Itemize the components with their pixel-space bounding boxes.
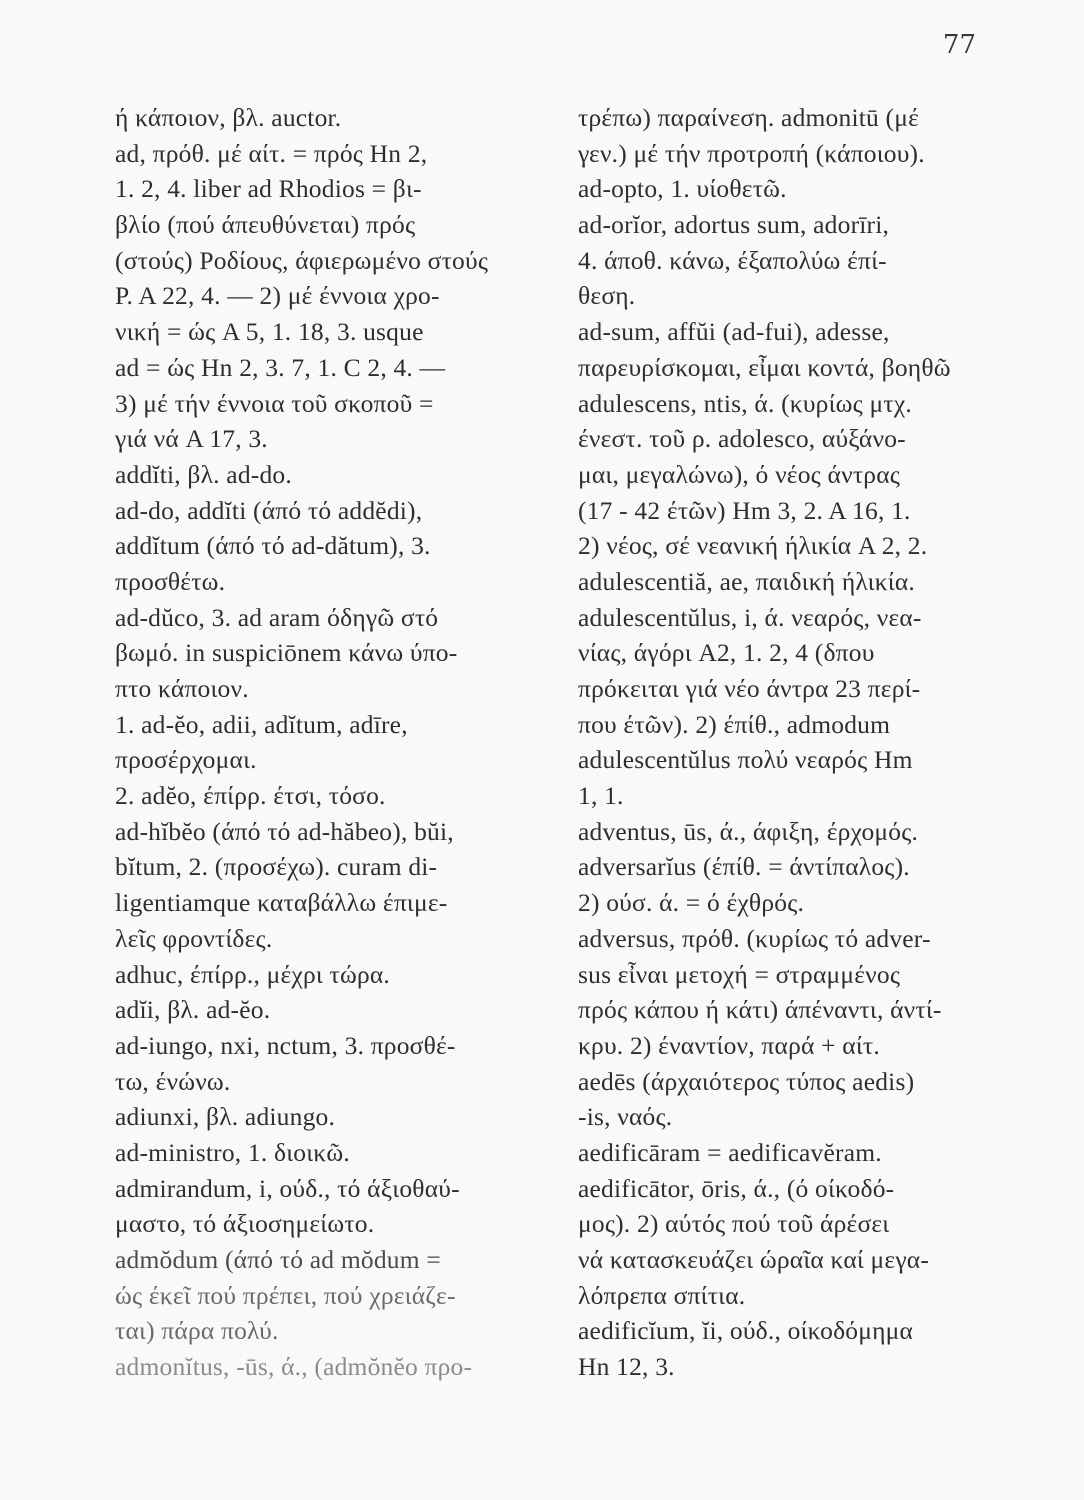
dictionary-line: ad-do, addĭti (άπό τό addĕdi), — [115, 495, 423, 525]
dictionary-line: adhuc, έπίρρ., μέχρι τώρα. — [115, 959, 391, 989]
dictionary-line: μαστο, τό άξιοσημείωτο. — [115, 1209, 375, 1239]
dictionary-line: ad-sum, affŭi (ad-fui), adesse, — [578, 317, 890, 347]
dictionary-line: 1, 1. — [578, 781, 624, 811]
dictionary-line: 4. άποθ. κάνω, έξαπολύω έπί- — [578, 245, 887, 275]
dictionary-line: τρέπω) παραίνεση. admonitū (μέ — [578, 103, 920, 132]
dictionary-line: που έτῶν). 2) έπίθ., admodum — [578, 709, 891, 739]
dictionary-line: λεῖς φροντίδες. — [115, 923, 273, 953]
dictionary-line: ad-ministro, 1. διοικῶ. — [115, 1137, 350, 1167]
dictionary-line: 2) ούσ. ά. = ό έχθρός. — [578, 888, 805, 918]
dictionary-line: adĭi, βλ. ad-ĕo. — [115, 995, 271, 1025]
dictionary-line: adulescentŭlus, i, ά. νεαρός, νεα- — [578, 602, 922, 632]
dictionary-line: θεση. — [578, 281, 636, 311]
dictionary-line: admŏdum (άπό τό ad mŏdum = — [115, 1245, 441, 1274]
dictionary-line: λόπρεπα σπίτια. — [578, 1280, 746, 1310]
dictionary-line: bĭtum, 2. (προσέχω). curam di- — [115, 852, 438, 882]
dictionary-line: adiunxi, βλ. adiungo. — [115, 1102, 336, 1132]
dictionary-line: adulescentŭlus πολύ νεαρός Hm — [578, 745, 913, 775]
dictionary-line: aedificĭum, ĭi, ούδ., οίκοδόμημα — [578, 1316, 914, 1346]
dictionary-line: admirandum, i, ούδ., τό άξιοθαύ- — [115, 1173, 460, 1203]
dictionary-line: addĭti, βλ. ad-do. — [115, 459, 292, 489]
dictionary-line: ad-hĭbĕo (άπό τό ad-hăbeo), bŭi, — [115, 816, 454, 846]
dictionary-line: admonĭtus, -ūs, ά., (admŏnĕo προ- — [115, 1352, 473, 1382]
dictionary-line: adventus, ūs, ά., άφιξη, έρχομός. — [578, 816, 919, 846]
dictionary-line: aedēs (άρχαιότερος τύπος aedis) — [578, 1066, 915, 1096]
dictionary-line: addĭtum (άπό τό ad-dătum), 3. — [115, 531, 431, 561]
dictionary-line: 2. adĕo, έπίρρ. έτσι, τόσο. — [115, 781, 386, 811]
dictionary-line: ad-orĭor, adortus sum, adorīri, — [578, 210, 890, 240]
dictionary-line: προσθέτω. — [115, 566, 226, 596]
dictionary-line: aedificātor, ōris, ά., (ό οίκοδό- — [578, 1173, 895, 1203]
dictionary-line: νά κατασκευάζει ώραῖα καί μεγα- — [578, 1245, 930, 1274]
dictionary-line: 1. ad-ĕo, adii, adĭtum, adīre, — [115, 709, 408, 739]
dictionary-line: ται) πάρα πολύ. — [115, 1316, 279, 1346]
dictionary-line: sus εἶναι μετοχή = στραμμένος — [578, 959, 901, 989]
dictionary-line: γεν.) μέ τήν προτροπή (κάποιου). — [578, 138, 925, 168]
dictionary-line: τω, ένώνω. — [115, 1066, 231, 1096]
dictionary-line: πρόκειται γιά νέο άντρα 23 περί- — [578, 674, 921, 703]
dictionary-line: βλίο (πού άπευθύνεται) πρός — [115, 210, 416, 240]
dictionary-line: νίας, άγόρι A2, 1. 2, 4 (δπου — [578, 638, 875, 668]
dictionary-line: προσέρχομαι. — [115, 745, 257, 775]
dictionary-line: ligentiamque καταβάλλω έπιμε- — [115, 888, 448, 918]
dictionary-line: πτο κάποιον. — [115, 674, 249, 703]
dictionary-line: ad-dŭco, 3. ad aram όδηγῶ στό — [115, 602, 439, 632]
dictionary-line: adulescentiă, ae, παιδική ήλικία. — [578, 566, 915, 596]
dictionary-line: νική = ώς A 5, 1. 18, 3. usque — [115, 317, 424, 347]
dictionary-line: ή κάποιον, βλ. auctor. — [115, 103, 342, 132]
dictionary-line: βωμό. in suspiciōnem κάνω ύπο- — [115, 638, 458, 668]
dictionary-line: ad-opto, 1. υίοθετῶ. — [578, 174, 787, 204]
dictionary-line: P. A 22, 4. — 2) μέ έννοια χρο- — [115, 281, 440, 311]
dictionary-line: 2) νέος, σέ νεανική ήλικία A 2, 2. — [578, 531, 928, 561]
dictionary-line: ad-iungo, nxi, nctum, 3. προσθέ- — [115, 1030, 456, 1060]
dictionary-line: ώς έκεῖ πού πρέπει, πού χρειάζε- — [115, 1280, 456, 1310]
dictionary-line: -is, ναός. — [578, 1102, 673, 1132]
dictionary-line: ένεστ. τοῦ ρ. adolesco, αύξάνο- — [578, 424, 906, 454]
dictionary-line: 3) μέ τήν έννοια τοῦ σκοποῦ = — [115, 388, 434, 418]
dictionary-line: adversus, πρόθ. (κυρίως τό adver- — [578, 923, 931, 953]
dictionary-line: κρυ. 2) έναντίον, παρά + αίτ. — [578, 1030, 880, 1060]
dictionary-line: adulescens, ntis, ά. (κυρίως μτχ. — [578, 388, 912, 418]
dictionary-line: μαι, μεγαλώνω), ό νέος άντρας — [578, 459, 901, 489]
right-column — [578, 100, 1018, 1385]
page-number: 77 — [942, 30, 976, 60]
dictionary-line: adversarĭus (έπίθ. = άντίπαλος). — [578, 852, 910, 882]
dictionary-line: (στούς) Ροδίους, άφιερωμένο στούς — [115, 245, 489, 275]
dictionary-line: μος). 2) αύτός πού τοῦ άρέσει — [578, 1209, 890, 1239]
dictionary-line: ad, πρόθ. μέ αίτ. = πρός Hn 2, — [115, 138, 428, 168]
left-column — [115, 100, 543, 1385]
dictionary-line: πρός κάπου ή κάτι) άπέναντι, άντί- — [578, 995, 942, 1025]
dictionary-line: 1. 2, 4. liber ad Rhodios = βι- — [115, 174, 422, 204]
dictionary-line: παρευρίσκομαι, εἶμαι κοντά, βοηθῶ — [578, 352, 951, 382]
dictionary-line: γιά νά A 17, 3. — [115, 424, 268, 454]
dictionary-line: (17 - 42 έτῶν) Hm 3, 2. A 16, 1. — [578, 495, 911, 525]
dictionary-line: Hn 12, 3. — [578, 1352, 675, 1382]
dictionary-line: ad = ώς Hn 2, 3. 7, 1. C 2, 4. — — [115, 352, 446, 382]
dictionary-line: aedificāram = aedificavĕram. — [578, 1137, 882, 1167]
